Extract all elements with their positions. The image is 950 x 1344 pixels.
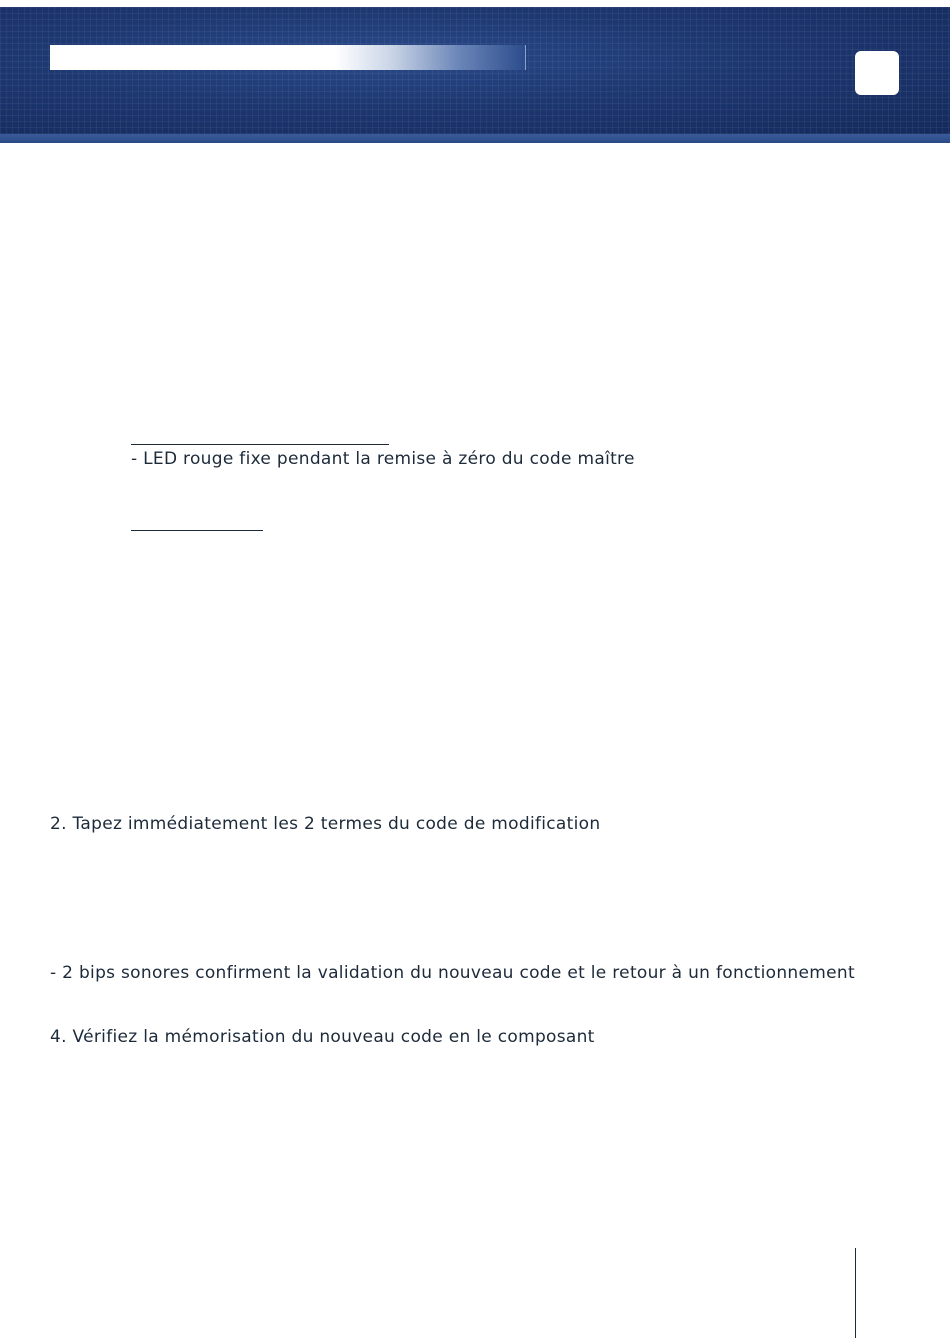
- beeps-confirmation-line: - 2 bips sonores confirment la validation du nouveau code et le retour à un fonctionnement: [50, 963, 855, 983]
- step-4-text: 4. Vérifiez la mémorisation du nouveau code en le composant: [50, 1027, 595, 1047]
- step-2-text: 2. Tapez immédiatement les 2 termes du code de modification: [50, 814, 601, 834]
- section-underline-2: [131, 530, 263, 531]
- section-underline-1: [131, 444, 389, 445]
- header-band: [0, 7, 950, 134]
- header-stripe: [0, 134, 950, 143]
- footer-vertical-rule: [855, 1248, 856, 1338]
- page-number-badge: [855, 51, 899, 95]
- led-status-line: - LED rouge fixe pendant la remise à zéro du code maître: [131, 449, 635, 469]
- section-title-bar: [50, 45, 526, 70]
